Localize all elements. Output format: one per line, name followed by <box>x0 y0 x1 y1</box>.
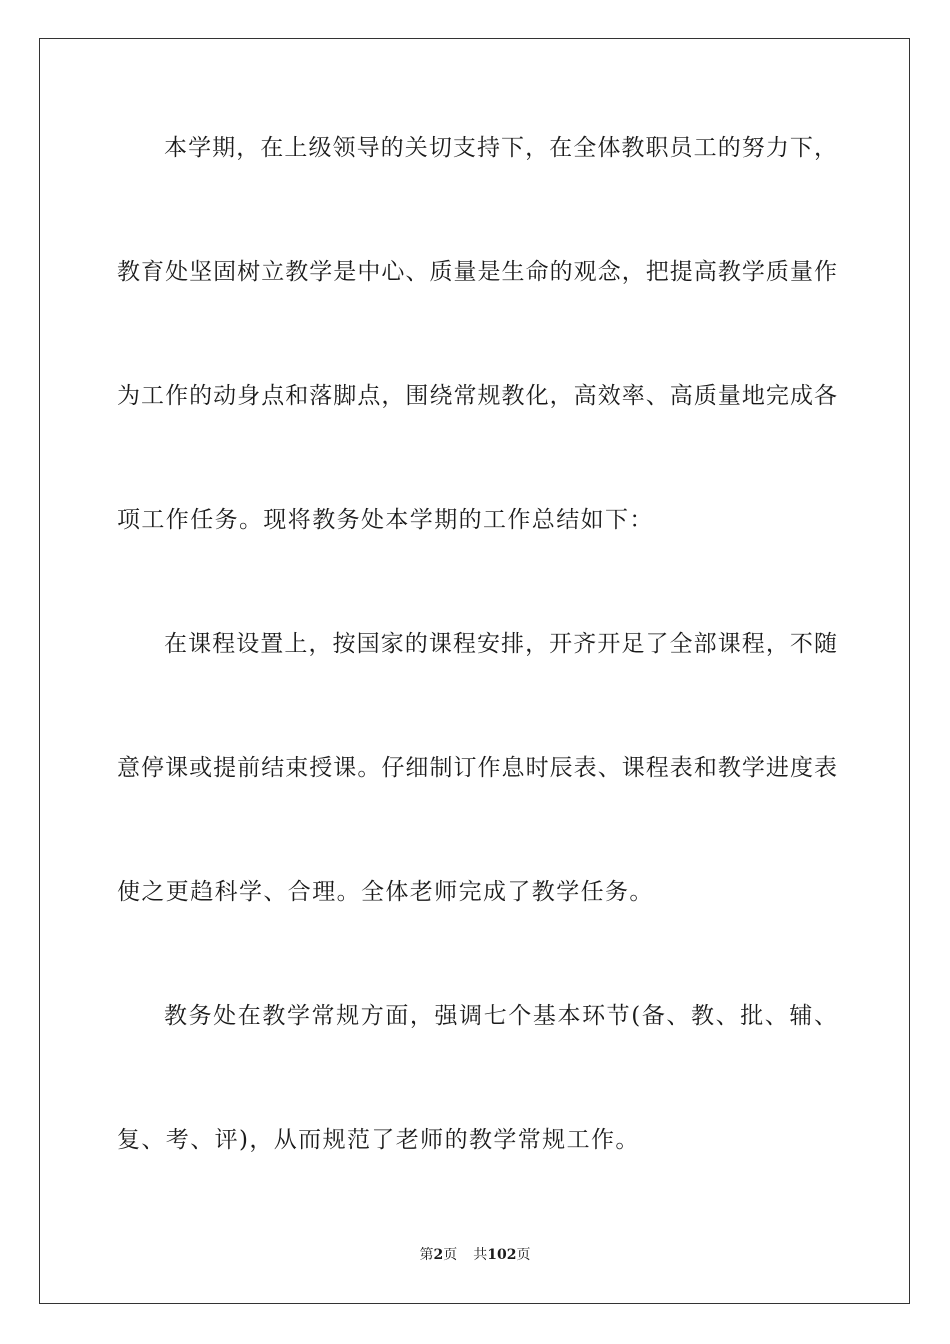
paragraph-1-line-2: 教育处坚固树立教学是中心、质量是生命的观念，把提高教学质量作 <box>117 259 837 285</box>
page-footer <box>0 1246 950 1264</box>
paragraph-2-line-2: 意停课或提前结束授课。仔细制订作息时辰表、课程表和教学进度表 <box>117 755 837 781</box>
page-border <box>39 38 910 1304</box>
total-suffix: 页 <box>516 1247 531 1263</box>
paragraph-2-line-3: 使之更趋科学、合理。全体老师完成了教学任务。 <box>117 879 654 905</box>
paragraph-3-line-2: 复、考、评)，从而规范了老师的教学常规工作。 <box>117 1127 640 1153</box>
paragraph-2-line-1: 在课程设置上，按国家的课程安排，开齐开足了全部课程，不随 <box>164 631 837 657</box>
paragraph-1-line-3: 为工作的动身点和落脚点，围绕常规教化，高效率、高质量地完成各 <box>117 383 837 409</box>
page-number: 2 <box>433 1247 444 1263</box>
total-pages: 102 <box>487 1247 517 1263</box>
page-suffix: 页 <box>443 1247 458 1263</box>
paragraph-1-line-4: 项工作任务。现将教务处本学期的工作总结如下： <box>117 507 654 533</box>
page-prefix: 第 <box>419 1247 434 1263</box>
paragraph-1-line-1: 本学期，在上级领导的关切支持下，在全体教职员工的努力下， <box>164 135 837 161</box>
paragraph-3-line-1: 教务处在教学常规方面，强调七个基本环节(备、教、批、辅、 <box>164 1003 837 1029</box>
total-prefix: 共 <box>473 1247 488 1263</box>
